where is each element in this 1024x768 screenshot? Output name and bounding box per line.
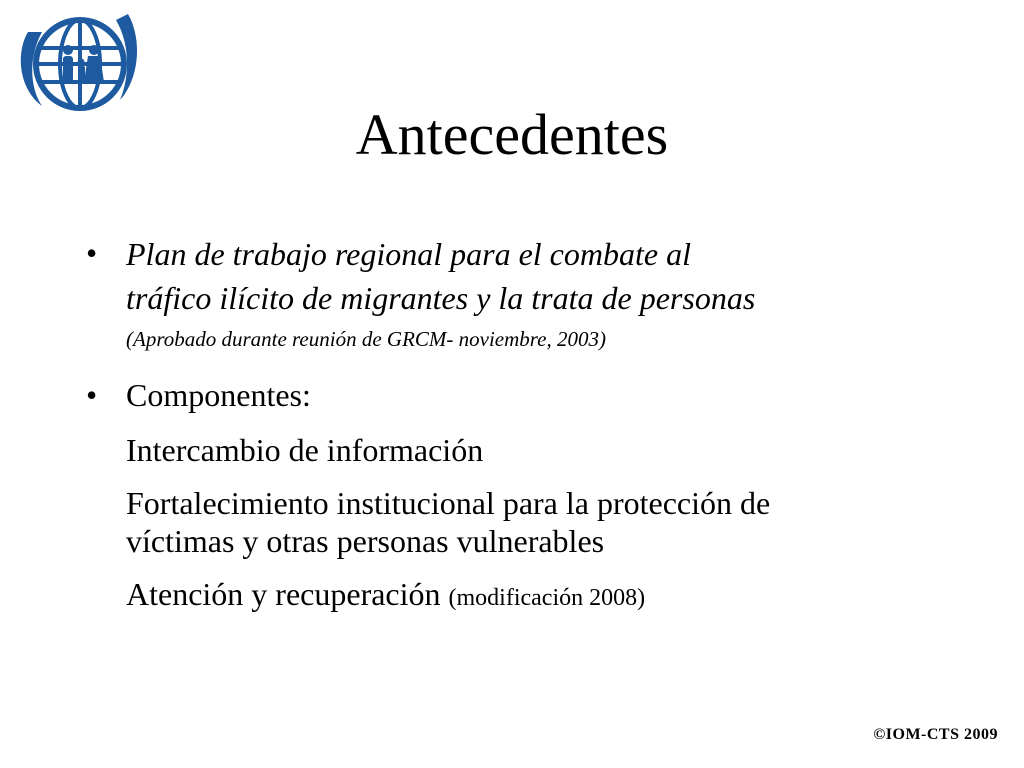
bullet-marker: • (86, 377, 98, 413)
componente-item-text: víctimas y otras personas vulnerables (126, 523, 605, 559)
slide-title: Antecedentes (355, 102, 669, 167)
bullet-marker: • (86, 235, 98, 271)
bullet-componentes (86, 374, 966, 416)
bullet-plan-line-2: tráfico ilícito de migrantes y la trata de personas (126, 280, 756, 316)
componente-item (86, 431, 966, 469)
copyright-footer: ©IOM-CTS 2009 (873, 726, 998, 743)
bullet-componentes-label: Componentes: (126, 377, 311, 413)
componente-item (86, 484, 966, 560)
componente-item (86, 575, 966, 617)
componente-item-text: Atención y recuperación (126, 576, 441, 612)
bullet-plan-note: (Aprobado durante reunión de GRCM- noviembre, 2003) (126, 327, 606, 351)
bullet-plan (86, 232, 966, 356)
componente-item-note: (modificación 2008) (448, 585, 646, 611)
slide-content (86, 232, 966, 617)
componente-item-text: Intercambio de información (126, 432, 484, 468)
componente-item-text: Fortalecimiento institucional para la protección de (126, 485, 771, 521)
bullet-plan-line-1: Plan de trabajo regional para el combate al (126, 236, 691, 272)
